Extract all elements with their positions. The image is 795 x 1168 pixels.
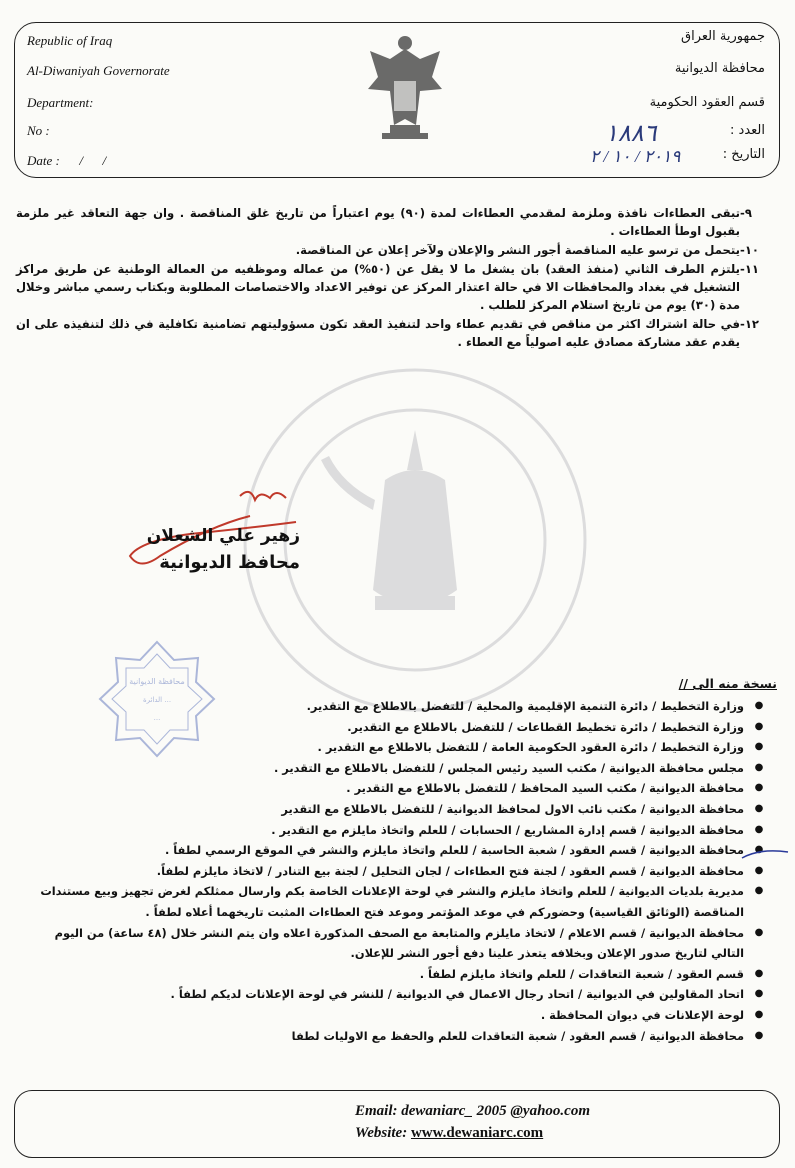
list-item-text: محافظة الديوانية / مكتب نائب الاول لمحافظ الديوانية / للتفضل بالاطلاع مع التقدير xyxy=(281,801,744,816)
bullet-dot-icon: ● xyxy=(754,926,764,938)
bullet-dot-icon: ● xyxy=(754,802,764,814)
clause-text: يلتزم الطرف الثاني (منفذ العقد) بان يشغل ما لا يقل عن (٥٠%) من عماله وموظفيه من العمالة الوطنية عن طريق مراكز التشغيل في بغداد والمحافظات الا في حالة اعتذار المركز عن توفير الاعداد والاختصاصات المطلوبة وبكتاب رسمي مباشر وخلال مدة (٣٠) يوم من تاريخ استلام المركز للطلب . xyxy=(16,262,740,312)
country-ar: جمهورية العراق xyxy=(681,29,765,44)
date-en: Date : / / xyxy=(27,153,107,168)
list-item xyxy=(18,758,774,779)
email-value[interactable]: dewaniarc_ 2005 @yahoo.com xyxy=(401,1103,590,1119)
list-item xyxy=(18,820,774,841)
bullet-dot-icon: ● xyxy=(754,823,764,835)
handwritten-date: ٢٠١٩ / ١٠ / ٢ xyxy=(590,147,681,166)
list-item-text: محافظة الديوانية / مكتب السيد المحافظ / للتفضل بالاطلاع مع التقدير . xyxy=(346,781,744,796)
clause-text: تبقى العطاءات نافذة وملزمة لمقدمي العطاءات لمدة (٩٠) يوم اعتباراً من تاريخ غلق المناقصة . وان جهة التعاقد غير ملزمة بقبول اوطأ العطاءات . xyxy=(16,206,740,238)
list-item xyxy=(18,737,774,758)
clause-9 xyxy=(16,204,768,240)
svg-text:...: ... xyxy=(153,714,161,722)
svg-text:الدائرة ...: الدائرة ... xyxy=(142,696,172,704)
handwritten-number: ١٨٨٦ xyxy=(605,121,657,147)
list-item-text: لوحة الإعلانات في ديوان المحافظة . xyxy=(540,1007,744,1022)
list-item xyxy=(18,717,774,738)
number-en: No : xyxy=(27,123,50,138)
number-label-ar: العدد : xyxy=(730,123,765,138)
coat-of-arms-emblem xyxy=(360,29,450,147)
bullet-dot-icon: ● xyxy=(754,741,764,753)
clause-number: ١٠- xyxy=(740,243,759,257)
clause-11 xyxy=(16,260,768,314)
pen-mark xyxy=(740,840,790,870)
website-line xyxy=(355,1125,543,1142)
country-en: Republic of Iraq xyxy=(27,33,113,48)
list-item xyxy=(18,1005,774,1026)
bullet-dot-icon: ● xyxy=(754,700,764,711)
list-item-text: وزارة التخطيط / دائرة تخطيط القطاعات / للتفضل بالاطلاع مع التقدير. xyxy=(347,719,744,734)
bullet-dot-icon: ● xyxy=(754,1029,764,1041)
list-item-text: محافظة الديوانية / قسم العقود / شعبة التعاقدات للعلم والحفظ مع الاوليات لطفا xyxy=(291,1028,744,1043)
clause-number: ١٢- xyxy=(740,317,759,331)
bullet-dot-icon: ● xyxy=(754,885,764,897)
website-label: Website: xyxy=(355,1125,408,1141)
department-en: Department: xyxy=(27,95,94,110)
clause-text: في حالة اشتراك اكثر من مناقص في تقديم عطاء واحد لتنفيذ العقد تكون مسؤوليتهم تضامنية تكافلية في ذلك لتنفيذه على ان يقدم عقد مشاركة مصادق عليه اصولياً مع العطاء . xyxy=(16,317,740,349)
bullet-dot-icon: ● xyxy=(754,864,764,876)
bullet-dot-icon: ● xyxy=(754,988,764,1000)
date-label-ar: التاريخ : xyxy=(722,147,765,162)
list-item-text: وزارة التخطيط / دائرة التنمية الإقليمية والمحلية / للتفضل بالاطلاع مع التقدير. xyxy=(306,699,744,713)
list-item xyxy=(18,696,774,717)
copies-heading: نسخة منه الى // xyxy=(678,676,777,691)
copies-list xyxy=(18,696,774,1046)
list-item-text: قسم العقود / شعبة التعاقدات / للعلم واتخاذ مايلزم لطفاً . xyxy=(419,966,744,981)
email-label: Email: xyxy=(355,1103,398,1119)
list-item-text: مجلس محافظة الديوانية / مكتب السيد رئيس المجلس / للتفضل بالاطلاع مع التقدير . xyxy=(273,760,744,775)
list-item-text: وزارة التخطيط / دائرة العقود الحكومية العامة / للتفضل بالاطلاع مع التقدير . xyxy=(317,740,744,755)
list-item-text: مديرية بلديات الديوانية / للعلم واتخاذ مايلزم والنشر في لوحة الإعلانات الخاصة بكم وارسال ممثلكم لغرض تجهيز وبيع مستندات المناقصة (الوثائق القياسية) وحضوركم في موعد المؤتمر وموعد فتح العطاءات المثبت تاريخهما أعلاه لطفاً . xyxy=(40,884,744,919)
list-item-text: محافظة الديوانية / قسم العقود / شعبة الحاسبة / للعلم واتخاذ مايلزم والنشر في الموقع الرسمي لطفاً . xyxy=(164,843,744,858)
letterhead-box xyxy=(14,22,780,178)
website-link[interactable]: www.dewaniarc.com xyxy=(410,1125,544,1141)
list-item-text: اتحاد المقاولين في الديوانية / اتحاد رجال الاعمال في الديوانية / للنشر في لوحة الإعلانات لديكم لطفاً . xyxy=(170,987,744,1002)
list-item xyxy=(18,840,774,861)
governorate-ar: محافظة الديوانية xyxy=(674,61,765,76)
list-item-text: محافظة الديوانية / قسم العقود / لجنة فتح العطاءات / لجان التحليل / لجنة بيع التنادر / لاتخاذ مايلزم لطفاً. xyxy=(156,863,744,878)
department-ar: قسم العقود الحكومية xyxy=(649,95,765,110)
list-item xyxy=(18,984,774,1005)
governorate-en: Al-Diwaniyah Governorate xyxy=(27,63,170,78)
bullet-dot-icon: ● xyxy=(754,967,764,979)
footer-box xyxy=(14,1090,780,1158)
email-line xyxy=(355,1103,590,1120)
list-item xyxy=(18,1026,774,1047)
list-item-text: محافظة الديوانية / قسم إدارة المشاريع / الحسابات / للعلم واتخاذ مايلزم مع التقدير . xyxy=(271,822,744,837)
bullet-dot-icon: ● xyxy=(754,782,764,794)
list-item xyxy=(18,861,774,882)
clause-text: يتحمل من ترسو عليه المناقصة أجور النشر والإعلان ولآخر إعلان عن المناقصة. xyxy=(295,243,740,257)
bullet-dot-icon: ● xyxy=(754,844,764,856)
list-item xyxy=(18,799,774,820)
clause-10 xyxy=(16,241,768,259)
clause-number: ١١- xyxy=(740,262,759,276)
signatory-title: محافظ الديوانية xyxy=(159,552,300,573)
list-item-text: محافظة الديوانية / قسم الاعلام / لاتخاذ مايلزم والمتابعة مع الصحف المذكورة اعلاه وان يتم النشر خلال (٤٨ ساعة) من اليوم التالي لتاريخ صدور الإعلان وبخلافه يتعذر علينا دفع أجور النشر للإعلان. xyxy=(54,925,744,961)
clauses-section xyxy=(16,204,768,352)
signatory-name: زهير علي الشعلان xyxy=(146,526,300,546)
clause-number: ٩- xyxy=(740,206,752,220)
bullet-dot-icon: ● xyxy=(754,761,764,773)
list-item xyxy=(18,923,774,964)
svg-text:محافظة الديوانية: محافظة الديوانية xyxy=(129,677,185,686)
list-item xyxy=(18,778,774,799)
list-item xyxy=(18,964,774,985)
bullet-dot-icon: ● xyxy=(754,1008,764,1020)
clause-12 xyxy=(16,315,768,351)
signature-block xyxy=(60,486,300,596)
bullet-dot-icon: ● xyxy=(754,720,764,732)
list-item xyxy=(18,881,774,922)
